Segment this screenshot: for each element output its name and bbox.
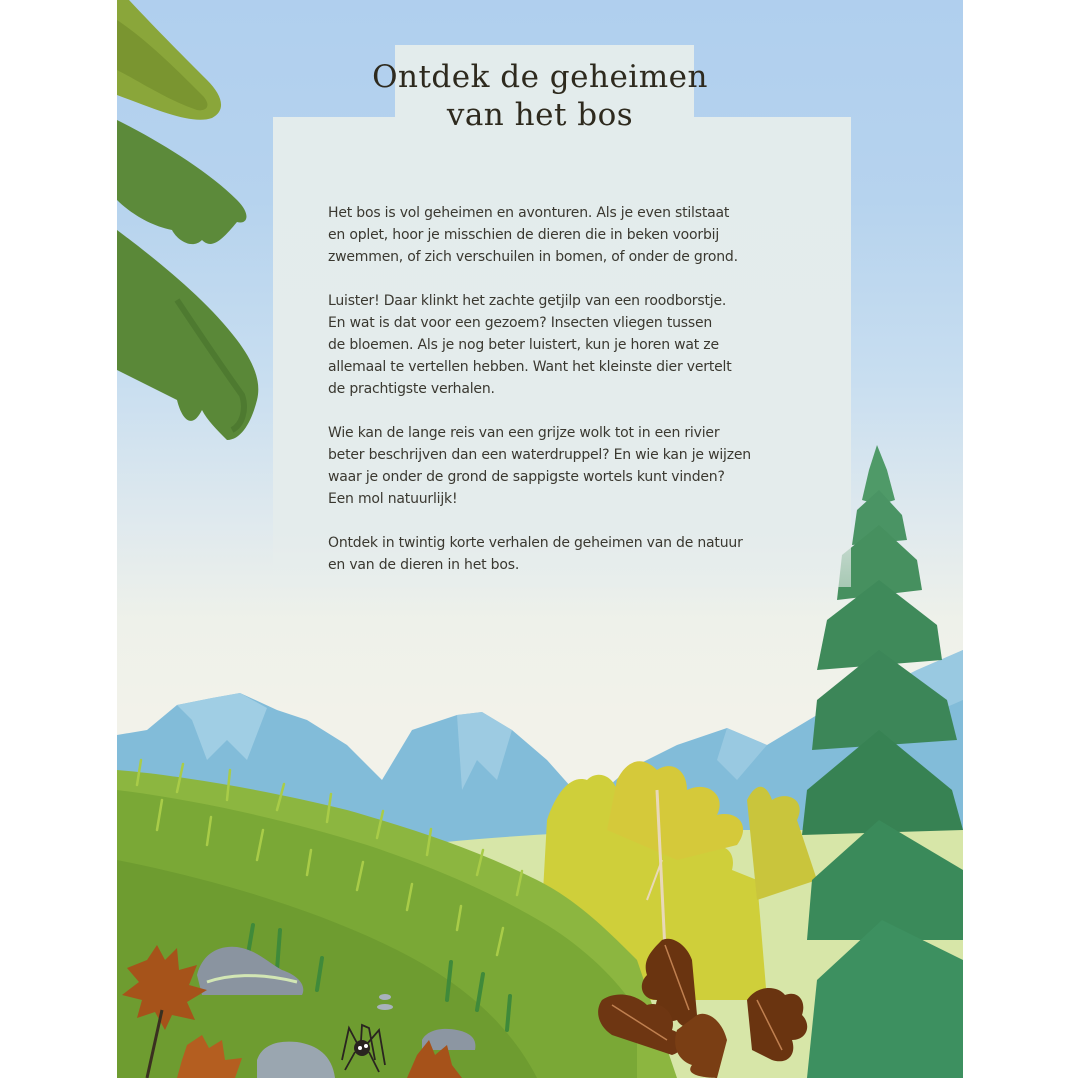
paragraph (328, 202, 838, 268)
paragraph (328, 422, 838, 510)
text-line: en oplet, hoor je misschien de dieren die in beken voorbij (328, 227, 720, 243)
paragraph (328, 290, 838, 400)
text-line: Een mol natuurlijk! (328, 491, 458, 507)
text-line: de prachtigste verhalen. (328, 381, 495, 397)
text-line: Luister! Daar klinkt het zachte getjilp van een roodborstje. (328, 293, 727, 309)
text-line: Het bos is vol geheimen en avonturen. Als je even stilstaat (328, 205, 730, 221)
page-title (117, 58, 963, 134)
text-line: en van de dieren in het bos. (328, 557, 520, 573)
text-line: En wat is dat voor een gezoem? Insecten vliegen tussen (328, 315, 713, 331)
title-line: Ontdek de geheimen (372, 59, 708, 95)
text-line: Ontdek in twintig korte verhalen de geheimen van de natuur (328, 535, 743, 551)
text-line: allemaal te vertellen hebben. Want het kleinste dier vertelt (328, 359, 732, 375)
text-line: Wie kan de lange reis van een grijze wolk tot in een rivier (328, 425, 720, 441)
paragraph (328, 532, 838, 576)
text-line: beter beschrijven dan een waterdruppel? En wie kan je wijzen (328, 447, 751, 463)
body-text (328, 202, 838, 598)
text-line: zwemmen, of zich verschuilen in bomen, of onder de grond. (328, 249, 738, 265)
text-line: waar je onder de grond de sappigste wortels kunt vinden? (328, 469, 725, 485)
text-line: de bloemen. Als je nog beter luistert, kun je horen wat ze (328, 337, 719, 353)
title-line: van het bos (446, 97, 634, 133)
